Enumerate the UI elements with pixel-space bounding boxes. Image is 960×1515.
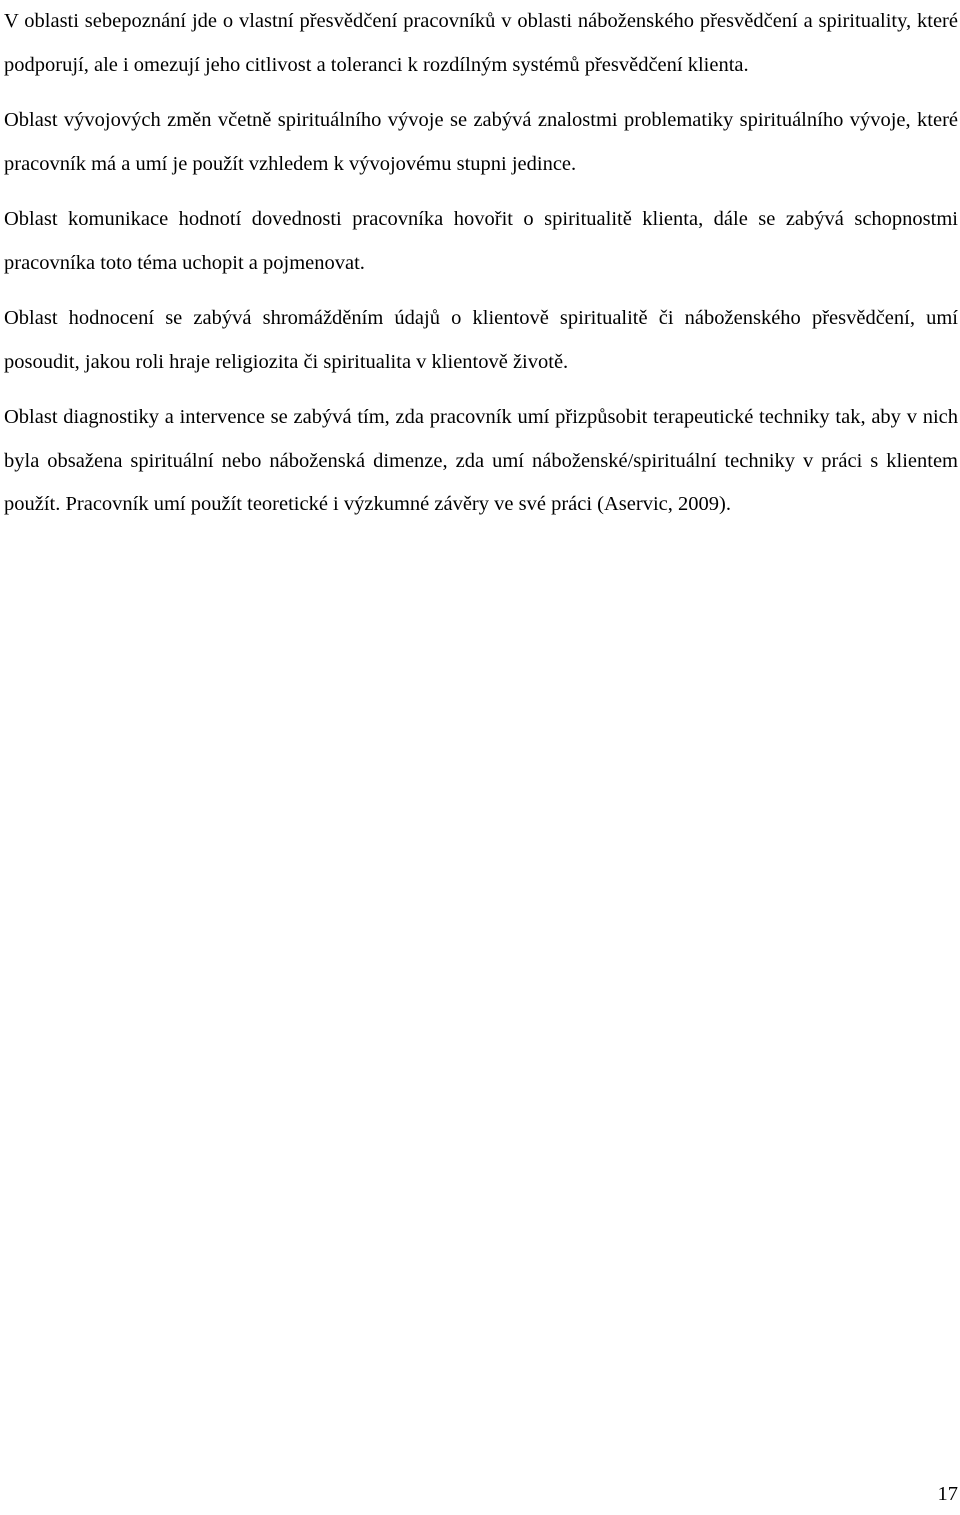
paragraph-developmental-changes: Oblast vývojových změn včetně spirituálního vývoje se zabývá znalostmi problematiky spirituálního vývoje, které pracovník má a umí je použít vzhledem k vývojovému stupni jedince.: [4, 109, 958, 175]
paragraph-communication: Oblast komunikace hodnotí dovednosti pracovníka hovořit o spiritualitě klienta, dále se zabývá schopnostmi pracovníka toto téma uchopit a pojmenovat.: [4, 208, 958, 274]
paragraph-assessment: Oblast hodnocení se zabývá shromážděním údajů o klientově spiritualitě či náboženského přesvědčení, umí posoudit, jakou roli hraje religiozita či spiritualita v klientově životě.: [4, 307, 958, 373]
document-body: [4, 0, 958, 539]
page-number: 17: [937, 1483, 958, 1505]
paragraph-self-knowledge: V oblasti sebepoznání jde o vlastní přesvědčení pracovníků v oblasti náboženského přesvědčení a spirituality, které podporují, ale i omezují jeho citlivost a toleranci k rozdílným systémů přesvědčení klienta.: [4, 10, 958, 76]
paragraph-diagnostics-intervention: Oblast diagnostiky a intervence se zabývá tím, zda pracovník umí přizpůsobit terapeutické techniky tak, aby v nich byla obsažena spirituální nebo náboženská dimenze, zda umí náboženské/spirituální techniky v práci s klientem použít. Pracovník umí použít teoretické i výzkumné závěry ve své práci (Aservic, 2009).: [4, 406, 958, 515]
